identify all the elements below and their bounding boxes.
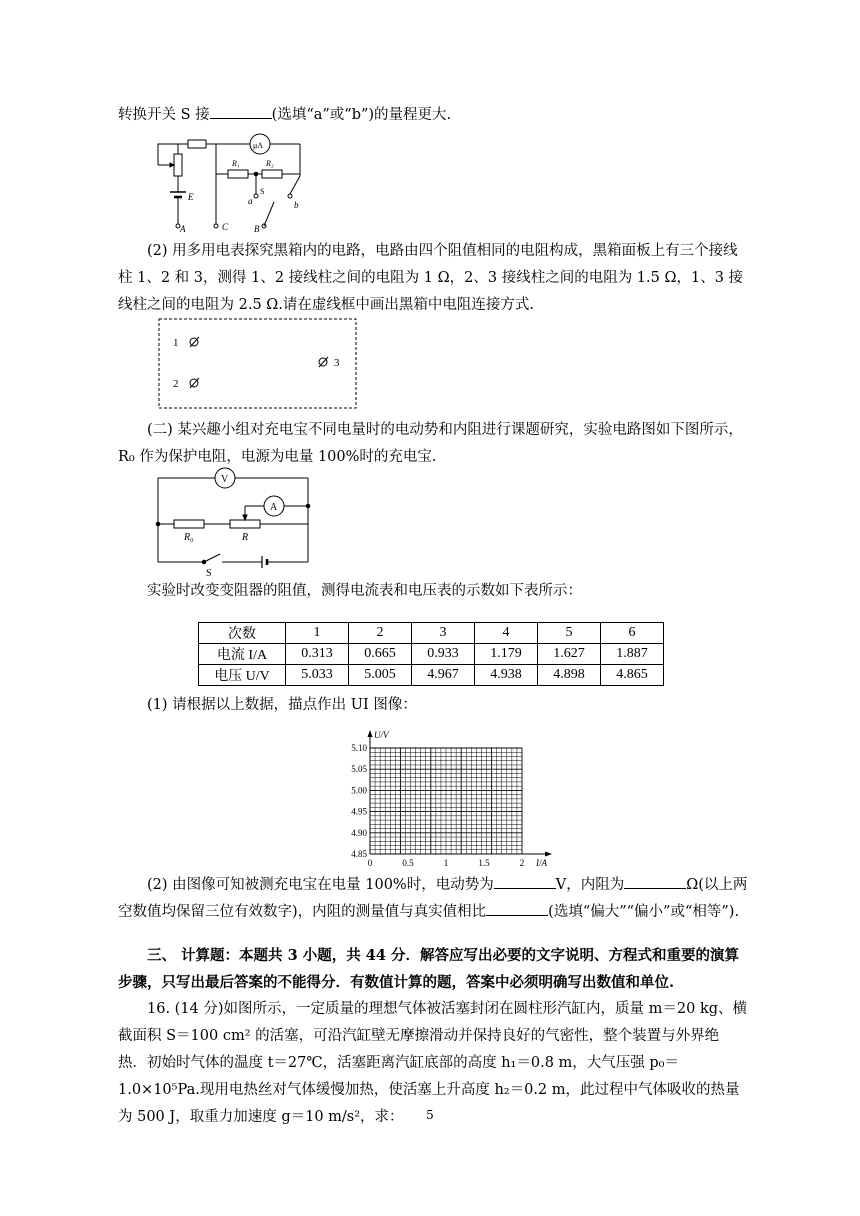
terminal-a-label: a bbox=[248, 196, 253, 206]
comparison-blank bbox=[486, 901, 548, 916]
table-row bbox=[199, 665, 664, 686]
emf-blank bbox=[494, 874, 556, 889]
q1-tail-pre: 转换开关 S 接 bbox=[118, 107, 210, 123]
r-label: R bbox=[242, 532, 249, 543]
q2b-text bbox=[118, 872, 748, 926]
voltmeter-label: V bbox=[221, 474, 229, 485]
x-tick-label: 1 bbox=[443, 858, 449, 868]
answer-blank bbox=[210, 104, 272, 119]
table-cell: 电压 U/V bbox=[199, 665, 286, 686]
x-tick-label: 0 bbox=[367, 858, 373, 868]
y-tick-label: 4.90 bbox=[351, 827, 367, 838]
table-cell: 0.665 bbox=[349, 644, 412, 665]
table-cell: 4.967 bbox=[412, 665, 475, 686]
x-tick-label: 1.5 bbox=[478, 858, 490, 868]
table-cell: 4 bbox=[475, 623, 538, 644]
table-cell: 1 bbox=[286, 623, 349, 644]
table-cell: 6 bbox=[601, 623, 664, 644]
q2b-pre: (2) 由图像可知被测充电宝在电量 100%时，电动势为 bbox=[147, 877, 494, 893]
table-row bbox=[199, 644, 664, 665]
ammeter-label: μA bbox=[253, 141, 264, 150]
table-row bbox=[199, 623, 664, 644]
x-axis-arrow-icon bbox=[545, 852, 552, 857]
terminal-A-label: A bbox=[180, 224, 186, 234]
emf-label: E bbox=[188, 192, 194, 202]
table-cell: 5.005 bbox=[349, 665, 412, 686]
resistance-blank bbox=[624, 874, 686, 889]
q2-text: (2) 用多用电表探究黑箱内的电路，电路由四个阻值相同的电阻构成，黑箱面板上有三个接线柱 1、2 和 3，测得 1、2 接线柱之间的电阻为 1 Ω，2、3 接线柱之间的电阻为 1.5 Ω，1、3 接线柱之间的电阻为 2.5 Ω.请在虚线框中画出黑箱中电阻连接方式. bbox=[118, 243, 744, 313]
table-cell: 3 bbox=[412, 623, 475, 644]
y-tick-label: 5.10 bbox=[351, 743, 367, 753]
terminal-1-label: 1 bbox=[173, 337, 179, 349]
y-tick-label: 4.85 bbox=[351, 849, 367, 859]
circuit2-labels bbox=[150, 466, 320, 578]
circuit1-labels bbox=[150, 128, 320, 236]
table-cell: 4.898 bbox=[538, 665, 601, 686]
q2b-mid1: V，内阻为 bbox=[555, 877, 625, 893]
q1-tail-post: (选填“a”或“b”)的量程更大. bbox=[271, 107, 452, 123]
q16-text: 16. (14 分)如图所示，一定质量的理想气体被活塞封闭在圆柱形汽缸内，质量 m＝20 kg、横截面积 S＝100 cm² 的活塞，可沿汽缸壁无摩擦滑动并保持良好的气密性，整个装置与外界绝热．初始时气体的温度 t＝27℃，活塞距离汽缸底部的高度 h₁＝0.8 m，大气压强 p₀＝1.0×10⁵Pa.现用电热丝对气体缓慢加热，使活塞上升高度 h₂＝0.2 m，此过程中气体吸收的热量为 500 J，取重力加速度 g＝10 m/s²，求： bbox=[118, 1001, 748, 1125]
x-tick-label: 0.5 bbox=[402, 858, 414, 868]
table-cell: 4.938 bbox=[475, 665, 538, 686]
x-axis-label: I/A bbox=[536, 858, 547, 868]
table-cell: 0.933 bbox=[412, 644, 475, 665]
y-tick-label: 5.00 bbox=[351, 785, 367, 796]
table-cell: 5.033 bbox=[286, 665, 349, 686]
page-number: 5 bbox=[426, 1108, 434, 1122]
r1-label: R₁ bbox=[232, 159, 240, 168]
r0-label: R₀ bbox=[184, 532, 194, 543]
q2b-post: (选填“偏大”“偏小”或“相等”). bbox=[548, 904, 740, 920]
terminal-C-label: C bbox=[222, 222, 229, 232]
part2-text: (二) 某兴趣小组对充电宝不同电量时的电动势和内阻进行课题研究，实验电路图如下图所示，R₀ 作为保护电阻，电源为电量 100%时的充电宝. bbox=[118, 422, 743, 465]
switch-label: S bbox=[206, 568, 212, 578]
table-cell: 1.627 bbox=[538, 644, 601, 665]
table-cell: 4.865 bbox=[601, 665, 664, 686]
y-tick-label: 5.05 bbox=[351, 764, 367, 775]
q2b-mid2: Ω(以上两空数值均保留三位有效数字)，内阻的测量值与真实值相比 bbox=[118, 877, 748, 920]
ammeter-label: A bbox=[270, 502, 278, 513]
r2-label: R₂ bbox=[266, 159, 274, 168]
table-cell: 0.313 bbox=[286, 644, 349, 665]
table-cell: 电流 I/A bbox=[199, 644, 286, 665]
y-tick-label: 4.95 bbox=[351, 806, 367, 817]
table-cell: 次数 bbox=[199, 623, 286, 644]
table-intro: 实验时改变变阻器的阻值，测得电流表和电压表的示数如下表所示： bbox=[147, 583, 582, 599]
table-cell: 1.887 bbox=[601, 644, 664, 665]
table-cell: 1.179 bbox=[475, 644, 538, 665]
terminal-B-label: B bbox=[254, 224, 260, 234]
terminal-b-label: b bbox=[294, 200, 299, 210]
section-3-heading: 三、 计算题：本题共 3 小题，共 44 分．解答应写出必要的文字说明、方程式和重要的演算步骤，只写出最后答案的不能得分．有数值计算的题，答案中必须明确写出数值和单位. bbox=[118, 947, 740, 991]
terminal-3-label: 3 bbox=[334, 357, 340, 369]
q1-tail-line bbox=[118, 102, 748, 129]
x-tick-label: 2 bbox=[519, 858, 525, 868]
table-cell: 2 bbox=[349, 623, 412, 644]
plot-question: (1) 请根据以上数据，描点作出 UI 图像： bbox=[147, 697, 417, 713]
y-axis-label: U/V bbox=[374, 730, 389, 740]
y-axis-arrow-icon bbox=[368, 730, 373, 737]
table-cell: 5 bbox=[538, 623, 601, 644]
ui-graph bbox=[336, 728, 556, 868]
switch-label: S bbox=[260, 187, 265, 196]
terminal-2-label: 2 bbox=[173, 378, 179, 390]
measurement-table bbox=[198, 622, 664, 686]
black-box-frame bbox=[158, 318, 358, 410]
